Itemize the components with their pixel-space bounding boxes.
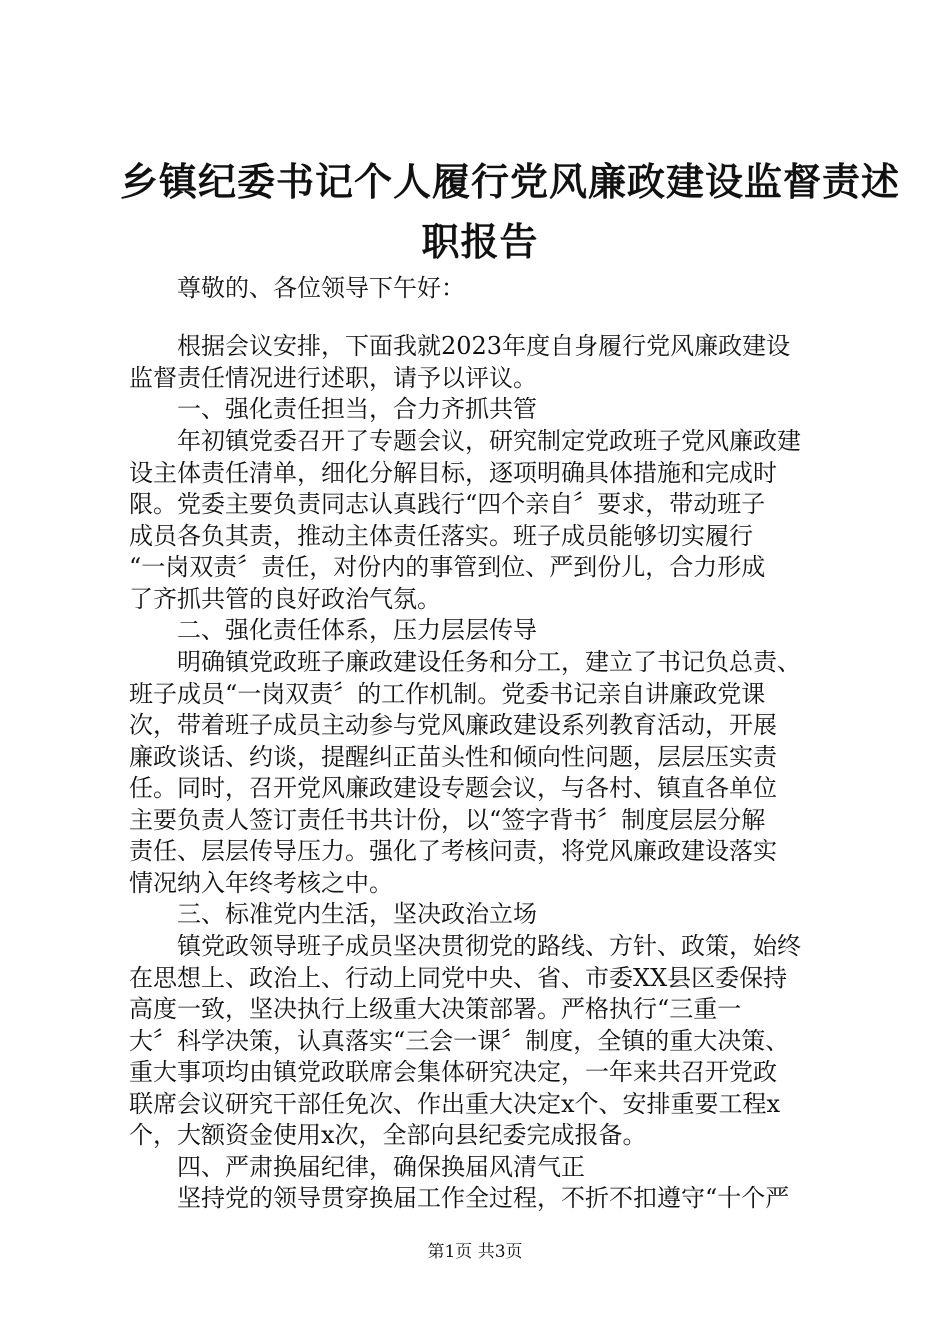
paragraph-line: 坚持党的领导贯穿换届工作全过程，不折不扣遵守“十个严 — [177, 1184, 790, 1212]
paragraph-line: 个，大额资金使用x次，全部向县纪委完成报备。 — [129, 1121, 647, 1149]
paragraph-line: 年初镇党委召开了专题会议，研究制定党政班子党风廉政建 — [177, 427, 801, 455]
paragraph-line: 明确镇党政班子廉政建设任务和分工，建立了书记负总责、 — [177, 648, 801, 676]
paragraph-line: 限。党委主要负责同志认真践行“四个亲自〞要求，带动班子 — [129, 490, 766, 518]
paragraph-line: 主要负责人签订责任书共计份，以“签字背书〞制度层层分解 — [129, 806, 766, 834]
paragraph-line: 廉政谈话、约谈，提醒纠正苗头性和倾向性问题，层层压实责 — [129, 743, 777, 771]
paragraph-line: 联席会议研究干部任免次、作出重大决定x个、安排重要工程x — [129, 1090, 781, 1118]
paragraph-line: “一岗双责〞责任，对份内的事管到位、严到份儿，合力形成 — [129, 553, 766, 581]
paragraph-line: 成员各负其责，推动主体责任落实。班子成员能够切实履行 — [129, 522, 753, 550]
paragraph-line: 高度一致，坚决执行上级重大决策部署。严格执行“三重一 — [129, 995, 742, 1023]
paragraph-line: 次，带着班子成员主动参与党风廉政建设系列教育活动，开展 — [129, 711, 777, 739]
paragraph-line: 设主体责任清单，细化分解目标，逐项明确具体措施和完成时 — [129, 459, 777, 487]
paragraph-line: 监督责任情况进行述职，请予以评议。 — [129, 364, 537, 392]
paragraph-line: 了齐抓共管的良好政治气氛。 — [129, 585, 441, 613]
section-heading-3: 三、标准党内生活，坚决政治立场 — [177, 900, 537, 928]
section-heading-4: 四、严肃换届纪律，确保换届风清气正 — [177, 1153, 585, 1181]
paragraph-line: 情况纳入年终考核之中。 — [129, 869, 393, 897]
paragraph-line: 班子成员“一岗双责〞的工作机制。党委书记亲自讲廉政党课 — [129, 680, 766, 708]
paragraph-line: 责任、层层传导压力。强化了考核问责，将党风廉政建设落实 — [129, 837, 777, 865]
document-title-line-2: 职报告 — [421, 219, 539, 264]
section-heading-2: 二、强化责任体系，压力层层传导 — [177, 616, 537, 644]
paragraph-line: 大〞科学决策，认真落实“三会一课〞制度，全镇的重大决策、 — [129, 1027, 790, 1055]
salutation: 尊敬的、各位领导下午好： — [177, 274, 465, 302]
document-title-line-1: 乡镇纪委书记个人履行党风廉政建设监督责述 — [120, 159, 901, 204]
paragraph-line: 根据会议安排，下面我就2023年度自身履行党风廉政建设 — [177, 332, 791, 360]
section-heading-1: 一、强化责任担当，合力齐抓共管 — [177, 395, 537, 423]
paragraph-line: 任。同时，召开党风廉政建设专题会议，与各村、镇直各单位 — [129, 774, 777, 802]
page-indicator: 第1页 共3页 — [427, 1242, 523, 1262]
paragraph-line: 在思想上、政治上、行动上同党中央、省、市委XX县区委保持 — [129, 964, 788, 992]
paragraph-line: 镇党政领导班子成员坚决贯彻党的路线、方针、政策，始终 — [177, 932, 801, 960]
paragraph-line: 重大事项均由镇党政联席会集体研究决定，一年来共召开党政 — [129, 1058, 777, 1086]
